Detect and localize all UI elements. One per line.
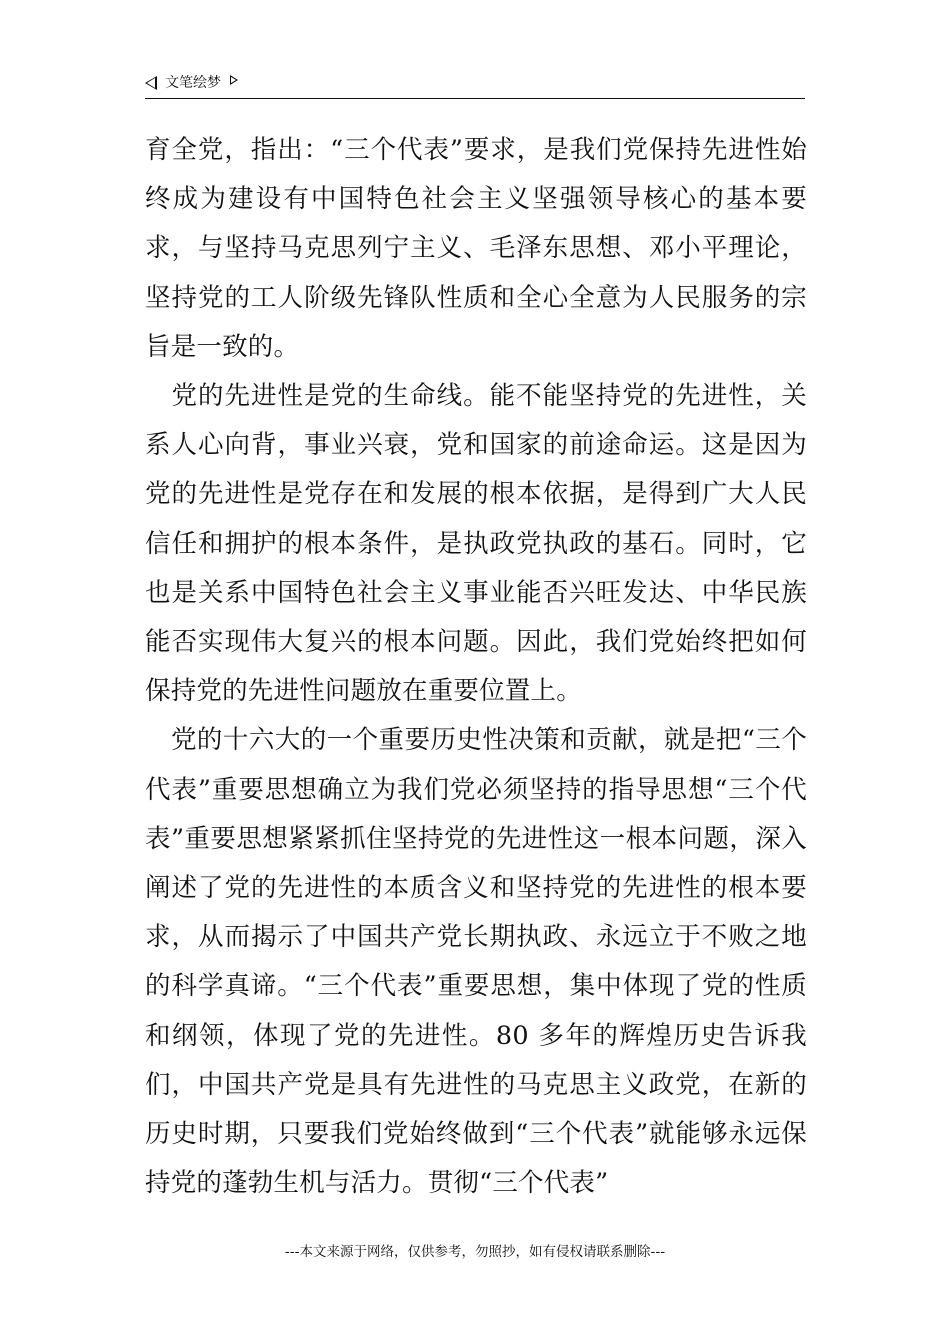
- left-triangle-icon: [145, 76, 157, 90]
- brand-label: 文笔绘梦: [165, 75, 221, 91]
- page-header: [145, 72, 805, 99]
- footer-notice: ---本文来源于网络，仅供参考，勿照抄，如有侵权请联系删除---: [284, 1244, 666, 1260]
- paragraph-3: 党的十六大的一个重要历史性决策和贡献，就是把“三个代表”重要思想确立为我们党必须坚持的指导思想“三个代表”重要思想紧紧抓住坚持党的先进性这一根本问题，深入阐述了党的先进性的本质含义和坚持党的先进性的根本要求，从而揭示了中国共产党长期执政、永远立于不败之地的科学真谛。“三个代表”重要思想，集中体现了党的性质和纲领，体现了党的先进性。80 多年的辉煌历史告诉我们，中国共产党是具有先进性的马克思主义政党，在新的历史时期，只要我们党始终做到“三个代表”就能够永远保持党的蓬勃生机与活力。贯彻“三个代表”: [145, 725, 807, 1199]
- paragraph-2: 党的先进性是党的生命线。能不能坚持党的先进性，关系人心向背，事业兴衰，党和国家的前途命运。这是因为党的先进性是党存在和发展的根本依据，是得到广大人民信任和拥护的根本条件，是执政党执政的基石。同时，它也是关系中国特色社会主义事业能否兴旺发达、中华民族能否实现伟大复兴的根本问题。因此，我们党始终把如何保持党的先进性问题放在重要位置上。: [145, 381, 807, 707]
- paragraph-1: 育全党，指出：“三个代表”要求，是我们党保持先进性始终成为建设有中国特色社会主义坚强领导核心的基本要求，与坚持马克思列宁主义、毛泽东思想、邓小平理论，坚持党的工人阶级先锋队性质和全心全意为人民服务的宗旨是一致的。: [145, 135, 807, 362]
- header-brand: [145, 74, 238, 92]
- document-body: [145, 126, 807, 1208]
- right-triangle-icon: [230, 75, 238, 85]
